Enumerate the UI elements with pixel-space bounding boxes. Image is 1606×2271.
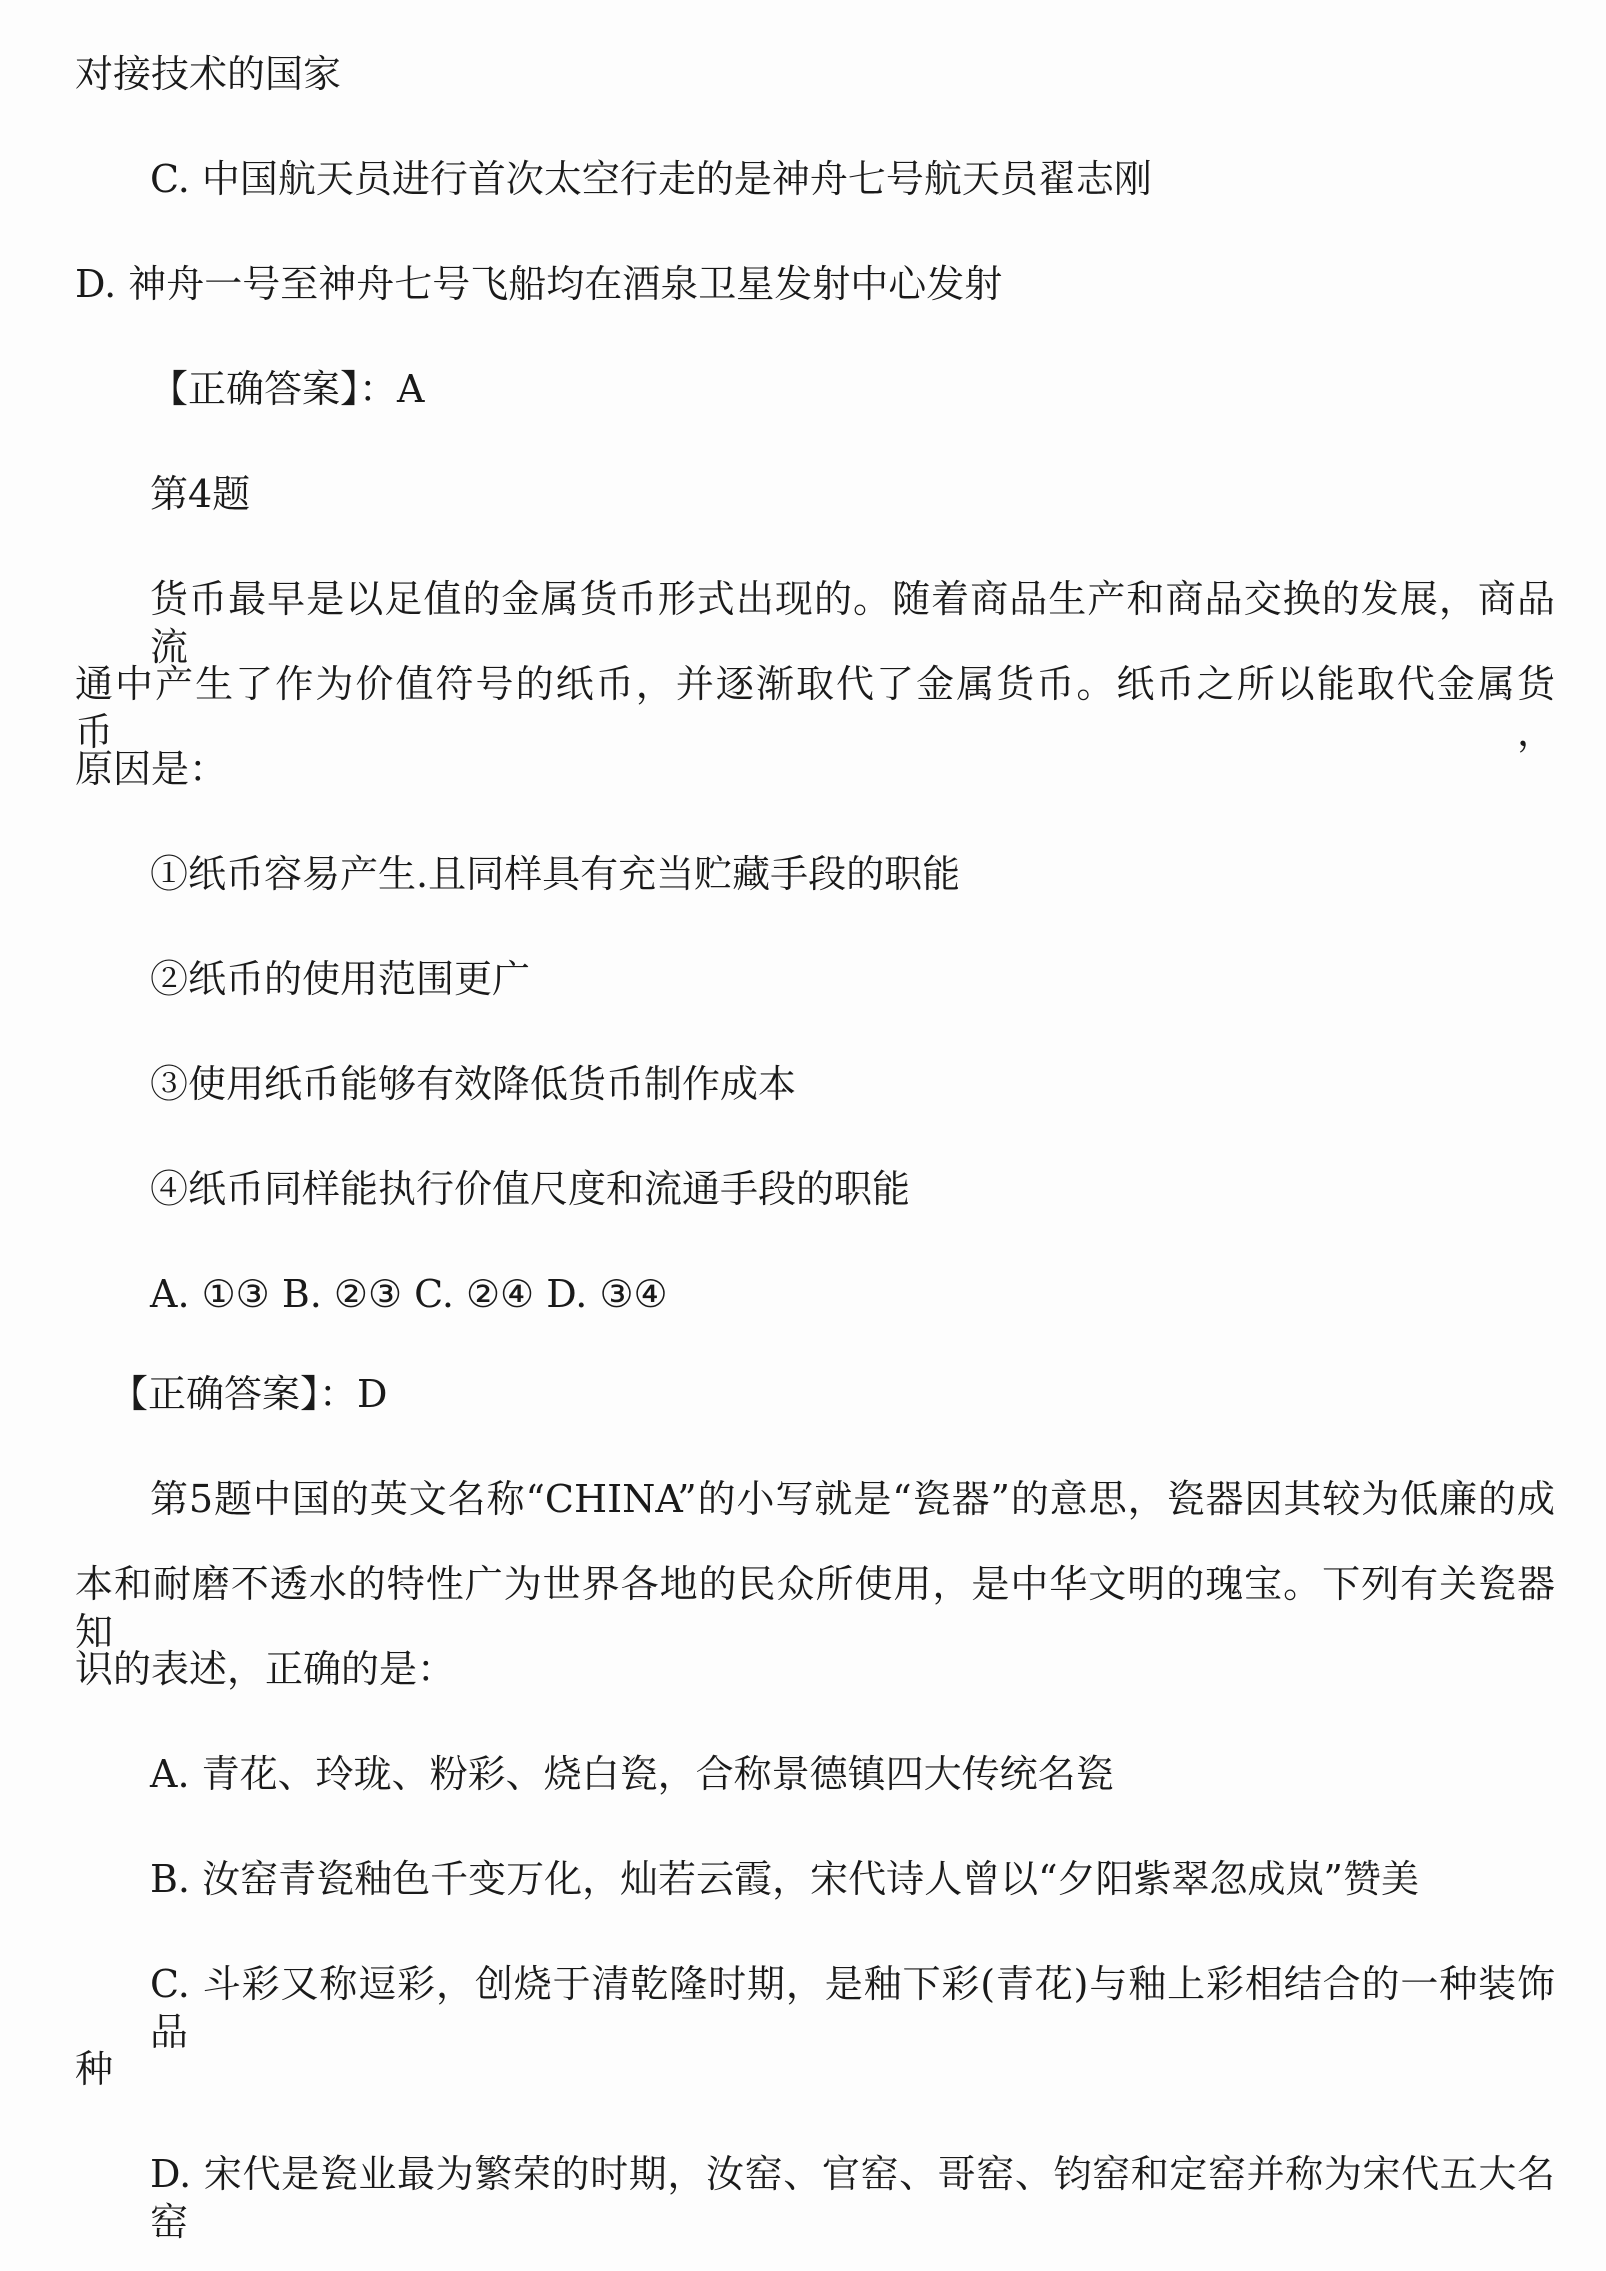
- text-line-q4-stem-3: 原因是：: [75, 747, 228, 791]
- text-line-q5-option-c: C. 斗彩又称逗彩，创烧于清乾隆时期，是釉下彩(青花)与釉上彩相结合的一种装饰品: [150, 1962, 1555, 2054]
- text-line-q4-stem-1: 货币最早是以足值的金属货币形式出现的。随着商品生产和商品交换的发展，商品流: [150, 577, 1555, 669]
- text-line-q4-item-4: ④纸币同样能执行价值尺度和流通手段的职能: [150, 1167, 911, 1211]
- text-line-q3-answer: 【正确答案】：A: [150, 367, 425, 411]
- text-line-q5-option-d: D. 宋代是瓷业最为繁荣的时期，汝窑、官窑、哥窑、钧窑和定窑并称为宋代五大名窑: [150, 2152, 1555, 2244]
- text-line-q5-option-b: B. 汝窑青瓷釉色千变万化，灿若云霞，宋代诗人曾以“夕阳紫翠忽成岚”赞美: [150, 1857, 1419, 1901]
- text-line-q4-answer: 【正确答案】：D: [110, 1372, 388, 1416]
- text-line-q3-option-c: C. 中国航天员进行首次太空行走的是神舟七号航天员翟志刚: [150, 157, 1152, 201]
- text-line-q4-stem-2: 通中产生了作为价值符号的纸币，并逐渐取代了金属货币。纸币之所以能取代金属货币，: [75, 662, 1555, 754]
- text-line-q4-title: 第4题: [150, 472, 251, 516]
- text-line-q5-option-c-continuation: 种: [75, 2047, 114, 2091]
- text-line-q4-item-1: ①纸币容易产生.且同样具有充当贮藏手段的职能: [150, 852, 961, 896]
- text-line-q3-option-d: D. 神舟一号至神舟七号飞船均在酒泉卫星发射中心发射: [75, 262, 1003, 306]
- text-line-q4-options: A. ①③ B. ②③ C. ②④ D. ③④: [150, 1272, 668, 1316]
- text-line-q5-stem-1: 第5题中国的英文名称“CHINA”的小写就是“瓷器”的意思，瓷器因其较为低廉的成: [150, 1477, 1555, 1521]
- text-line-q5-option-a: A. 青花、玲珑、粉彩、烧白瓷，合称景德镇四大传统名瓷: [150, 1752, 1114, 1796]
- text-line-q5-stem-3: 识的表述，正确的是：: [75, 1647, 456, 1691]
- text-line-prev-option-continuation: 对接技术的国家: [75, 52, 342, 96]
- text-line-q4-item-2: ②纸币的使用范围更广: [150, 957, 531, 1001]
- text-line-q5-stem-2: 本和耐磨不透水的特性广为世界各地的民众所使用，是中华文明的瑰宝。下列有关瓷器知: [75, 1562, 1555, 1654]
- text-line-q4-item-3: ③使用纸币能够有效降低货币制作成本: [150, 1062, 797, 1106]
